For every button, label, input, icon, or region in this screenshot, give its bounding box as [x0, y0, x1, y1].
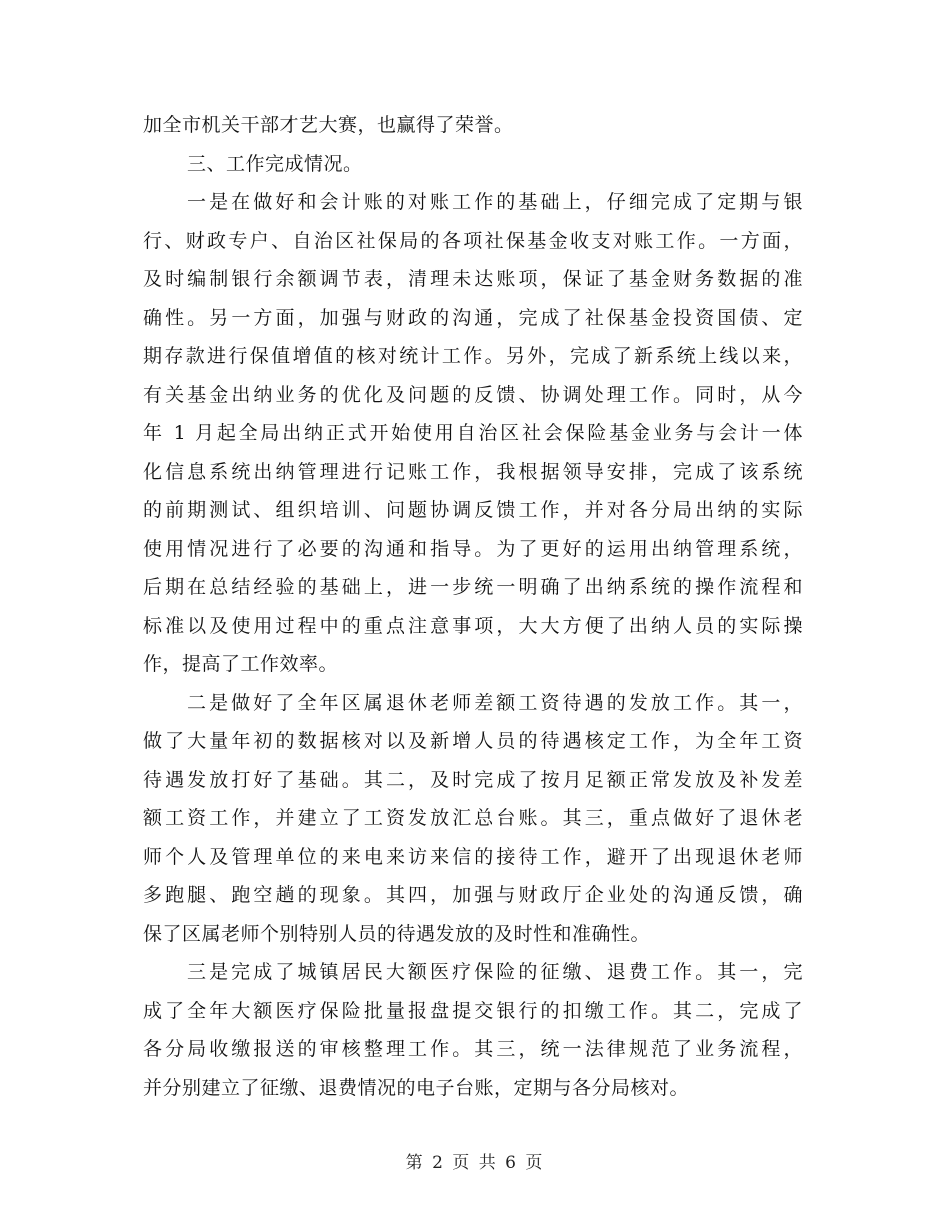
text-line: 一是在做好和会计账的对账工作的基础上，仔细完成了定期与银 — [187, 191, 803, 213]
text-line: 保了区属老师个别特别人员的待遇发放的及时性和准确性。 — [143, 922, 651, 945]
document-body — [143, 106, 803, 1107]
text-line: 三是完成了城镇居民大额医疗保险的征缴、退费工作。其一，完 — [187, 961, 803, 983]
page-number-footer: 第 2 页 共 6 页 — [405, 1153, 545, 1173]
text-line: 行、财政专户、自治区社保局的各项社保基金收支对账工作。一方面， — [143, 229, 803, 252]
text-line: 做了大量年初的数据核对以及新增人员的待遇核定工作，为全年工资 — [143, 730, 803, 752]
text-line: 成了全年大额医疗保险批量报盘提交银行的扣缴工作。其二，完成了 — [143, 999, 803, 1022]
text-line: 各分局收缴报送的审核整理工作。其三，统一法律规范了业务流程， — [143, 1038, 803, 1060]
text-line: 加全市机关干部才艺大赛，也赢得了荣誉。 — [143, 114, 514, 136]
text-line: 后期在总结经验的基础上，进一步统一明确了出纳系统的操作流程和 — [143, 576, 803, 598]
text-line: 及时编制银行余额调节表，清理未达账项，保证了基金财务数据的准 — [143, 268, 803, 290]
text-line: 标准以及使用过程中的重点注意事项，大大方便了出纳人员的实际操 — [143, 614, 803, 637]
text-line: 有关基金出纳业务的优化及问题的反馈、协调处理工作。同时，从今 — [143, 383, 803, 406]
text-line: 待遇发放打好了基础。其二，及时完成了按月足额正常发放及补发差 — [143, 768, 803, 791]
text-line: 作，提高了工作效率。 — [143, 653, 339, 675]
text-line: 三、工作完成情况。 — [187, 152, 363, 175]
text-line: 使用情况进行了必要的沟通和指导。为了更好的运用出纳管理系统， — [143, 537, 803, 560]
text-line: 并分别建立了征缴、退费情况的电子台账，定期与各分局核对。 — [143, 1076, 690, 1099]
text-line: 多跑腿、跑空趟的现象。其四，加强与财政厅企业处的沟通反馈，确 — [143, 884, 803, 906]
text-line: 期存款进行保值增值的核对统计工作。另外，完成了新系统上线以来， — [143, 345, 803, 367]
text-line: 化信息系统出纳管理进行记账工作，我根据领导安排，完成了该系统 — [143, 460, 803, 483]
text-line: 额工资工作，并建立了工资发放汇总台账。其三，重点做好了退休老 — [143, 807, 803, 829]
text-line: 师个人及管理单位的来电来访来信的接待工作，避开了出现退休老师 — [143, 845, 803, 868]
text-line: 的前期测试、组织培训、问题协调反馈工作，并对各分局出纳的实际 — [143, 499, 803, 521]
text-line: 确性。另一方面，加强与财政的沟通，完成了社保基金投资国债、定 — [143, 306, 803, 329]
text-line: 年 1 月起全局出纳正式开始使用自治区社会保险基金业务与会计一体 — [143, 422, 803, 444]
text-line: 二是做好了全年区属退休老师差额工资待遇的发放工作。其一， — [187, 691, 803, 714]
